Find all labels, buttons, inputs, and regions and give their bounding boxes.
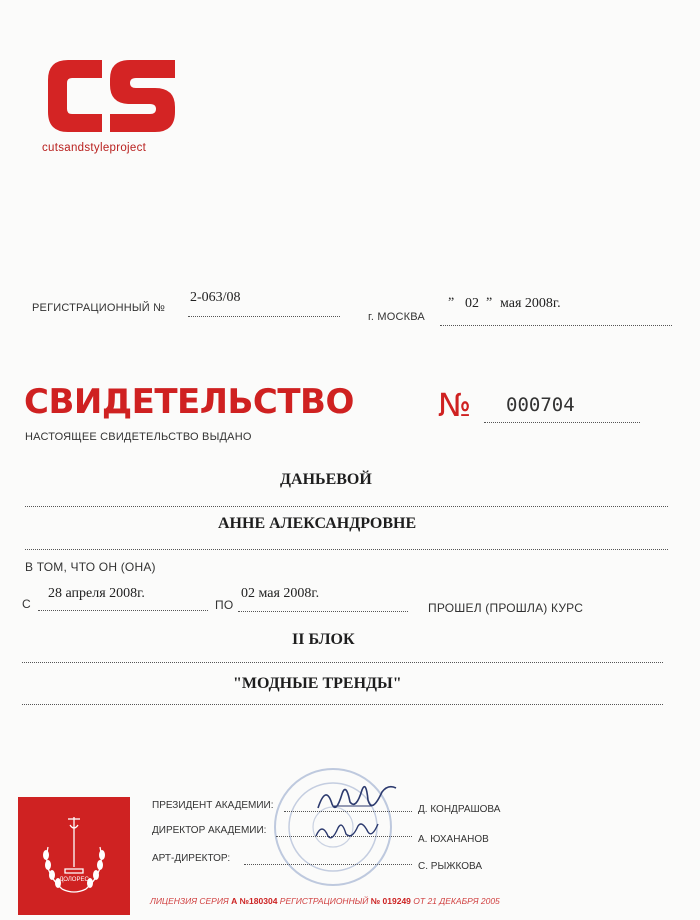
cs-logo-icon <box>40 52 190 140</box>
course-name-line <box>22 704 663 705</box>
recipient-surname: ДАНЬЕВОЙ <box>280 471 372 488</box>
given-names-line <box>25 549 668 550</box>
brand-name: cutsandstyleproject <box>42 142 147 154</box>
license-reg-number: № 019249 <box>370 896 411 906</box>
license-series: А №180304 <box>231 896 278 906</box>
signature-role-president: ПРЕЗИДЕНТ АКАДЕМИИ: <box>152 800 274 811</box>
city-label: г. МОСКВА <box>368 311 425 323</box>
signature-name-president: Д. КОНДРАШОВА <box>418 804 501 815</box>
license-date: ОТ 21 ДЕКАБРЯ 2005 <box>413 896 500 906</box>
certificate-title: СВИДЕТЕЛЬСТВО <box>24 382 354 422</box>
completed-label: ПРОШЕЛ (ПРОШЛА) КУРС <box>428 601 584 615</box>
to-date: 02 мая 2008г. <box>241 586 320 601</box>
course-block-line <box>22 662 663 663</box>
surname-line <box>25 506 668 507</box>
recipient-given-names: АННЕ АЛЕКСАНДРОВНЕ <box>218 515 417 532</box>
issued-label: НАСТОЯЩЕЕ СВИДЕТЕЛЬСТВО ВЫДАНО <box>25 431 252 443</box>
brand-logo <box>40 52 190 162</box>
signature-name-art-director: С. РЫЖКОВА <box>418 861 483 872</box>
registration-number: 2-063/08 <box>190 290 241 305</box>
date-quote-close: „ <box>486 288 493 303</box>
course-name: "МОДНЫЕ ТРЕНДЫ" <box>233 675 402 692</box>
certificate-number: 000704 <box>506 394 575 416</box>
registration-label: РЕГИСТРАЦИОННЫЙ № <box>32 302 166 314</box>
date-line <box>440 325 672 326</box>
to-date-line <box>238 611 408 612</box>
to-label: ПО <box>215 598 234 612</box>
license-line <box>150 896 500 906</box>
signature-role-art-director: АРТ-ДИРЕКТОР: <box>152 853 231 864</box>
from-label: С <box>22 597 31 611</box>
license-prefix: ЛИЦЕНЗИЯ СЕРИЯ <box>150 896 229 906</box>
signature-line-art-director <box>244 864 412 865</box>
number-sign: № <box>438 386 472 424</box>
that-label: В ТОМ, ЧТО ОН (ОНА) <box>25 560 156 574</box>
license-reg-label: РЕГИСТРАЦИОННЫЙ <box>279 896 369 906</box>
certificate-number-line <box>484 422 640 423</box>
handwritten-signature-director <box>312 818 382 844</box>
registration-day: 02 <box>465 296 479 311</box>
signature-name-director: А. ЮХАНАНОВ <box>418 834 489 845</box>
registration-date-rest: мая 2008г. <box>500 296 561 311</box>
from-date: 28 апреля 2008г. <box>48 586 145 601</box>
course-block: II БЛОК <box>292 631 355 648</box>
seal-text: ДОЛОРЕС <box>59 877 89 883</box>
academy-seal <box>18 797 130 915</box>
date-quote-open: „ <box>448 288 455 303</box>
from-date-line <box>38 610 208 611</box>
handwritten-signature-president <box>312 780 402 816</box>
registration-line <box>188 316 340 317</box>
signature-role-director: ДИРЕКТОР АКАДЕМИИ: <box>152 825 267 836</box>
laurel-crest-icon <box>18 797 130 915</box>
